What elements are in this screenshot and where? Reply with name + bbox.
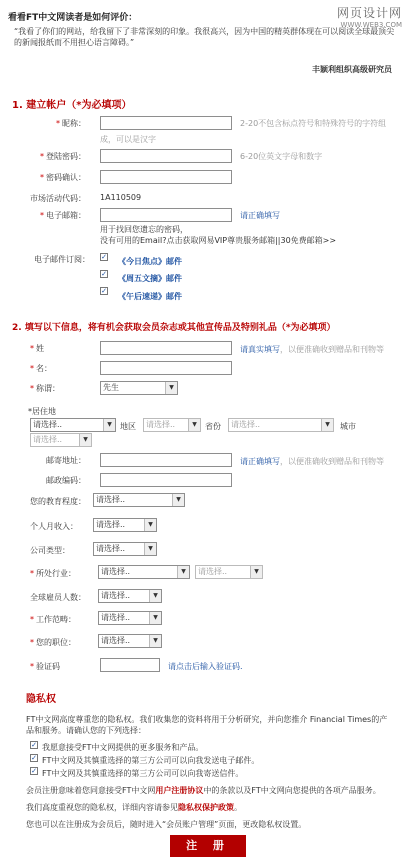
work-scope-select[interactable]: 请选择.. ▼ — [98, 611, 162, 625]
city-label: 城市 — [340, 422, 356, 431]
address-hint: 请正确填写，以便准确收到赠品和刊物等 — [240, 457, 384, 466]
chevron-down-icon: ▼ — [321, 419, 333, 431]
postcode-label: 邮政编码： — [46, 476, 86, 485]
surname-hint-link[interactable]: 请真实填写 — [240, 345, 280, 354]
nickname-label: * 昵称： — [56, 119, 86, 128]
subscription-item-1: 《今日焦点》邮件 — [118, 257, 182, 266]
watermark-url: WWW.WEB3.COM — [340, 21, 402, 29]
province-select[interactable]: 请选择.. ▼ — [228, 418, 334, 432]
section2-title: 2. 填写以下信息，将有机会获取会员杂志或其他宣传品及特别礼品（*为必填项） — [12, 323, 336, 333]
login-password-label: * 登陆密码： — [40, 152, 86, 161]
user-agreement-link[interactable]: 用户注册协议 — [155, 786, 204, 795]
chevron-down-icon: ▼ — [144, 543, 156, 555]
subscription-item-2: 《周五文摘》邮件 — [118, 274, 182, 283]
industry-select[interactable]: 请选择.. ▼ — [98, 565, 190, 579]
privacy-option-1: 我愿意接受FT中文网提供的更多服务和产品。 — [42, 743, 204, 752]
subscription-label: 电子邮件订阅： — [34, 255, 90, 264]
campaign-code-value: 1A110509 — [100, 193, 142, 202]
employees-select[interactable]: 请选择.. ▼ — [98, 589, 162, 603]
chevron-down-icon: ▼ — [165, 382, 177, 394]
subscription-item-3: 《午后速递》邮件 — [118, 292, 182, 301]
privacy-option-checkbox-3[interactable]: ✓ — [31, 767, 37, 775]
privacy-policy-text: 我们高度重视您的隐私权，详细内容请参见隐私权保护政策。 — [26, 803, 242, 812]
title-select[interactable]: 先生 ▼ — [100, 381, 178, 395]
work-scope-label: * 工作范畴： — [30, 615, 76, 624]
chevron-down-icon: ▼ — [144, 519, 156, 531]
address-label: 邮寄地址： — [46, 456, 86, 465]
nickname-hint-2: 成，可以是汉字 — [100, 135, 156, 144]
residence-country-select[interactable]: 请选择.. ▼ — [30, 418, 116, 432]
subscription-checkbox-3[interactable]: ✓ — [101, 287, 107, 295]
chevron-down-icon: ▼ — [149, 635, 161, 647]
email-note-2[interactable]: 没有可用的Email?点击获取网易VIP尊贵服务邮箱||30免费邮箱>> — [100, 236, 337, 245]
education-select[interactable]: 请选择.. ▼ — [93, 493, 185, 507]
surname-hint: 请真实填写，以便准确收到赠品和刊物等 — [240, 345, 384, 354]
confirm-password-input[interactable] — [100, 170, 232, 184]
chevron-down-icon: ▼ — [177, 566, 189, 578]
income-select[interactable]: 请选择.. ▼ — [93, 518, 157, 532]
register-button[interactable]: 注 册 — [170, 835, 246, 857]
privacy-intro-1: FT中文网高度尊重您的隐私权。我们收集您的资料将用于分析研究，并向您推介 Financial Times的产 — [26, 715, 388, 724]
chevron-down-icon: ▼ — [149, 590, 161, 602]
email-input[interactable] — [100, 208, 232, 222]
title-label: * 称谓： — [30, 384, 60, 393]
privacy-intro-2: 品和服务。请确认您的下列选择： — [26, 726, 146, 735]
email-hint-link[interactable]: 请正确填写 — [240, 211, 280, 220]
captcha-label: * 验证码 — [30, 662, 60, 671]
reader-review-title: 看看FT中文网读者是如何评价： — [8, 13, 138, 23]
privacy-option-checkbox-2[interactable]: ✓ — [31, 754, 37, 762]
email-label: * 电子邮箱： — [40, 211, 86, 220]
company-type-label: 公司类型： — [30, 546, 70, 555]
campaign-code-label: 市场活动代码： — [30, 194, 86, 203]
chevron-down-icon: ▼ — [103, 419, 115, 431]
income-label: 个人月收入： — [30, 522, 78, 531]
privacy-title: 隐私权 — [26, 694, 56, 705]
watermark-site: 网页设计网 — [336, 6, 402, 20]
education-label: 您的教育程度： — [30, 497, 86, 506]
surname-label: * 姓 — [30, 344, 44, 353]
subscription-checkbox-1[interactable]: ✓ — [101, 253, 107, 261]
nickname-hint: 2-20不包含标点符号和特殊符号的字符组 — [240, 119, 387, 128]
sub-industry-select[interactable]: 请选择.. ▼ — [195, 565, 263, 579]
industry-label: * 所处行业： — [30, 569, 76, 578]
city-select[interactable]: 请选择.. ▼ — [30, 433, 92, 447]
chevron-down-icon: ▼ — [149, 612, 161, 624]
position-select[interactable]: 请选择.. ▼ — [98, 634, 162, 648]
email-note-1: 用于找回您遗忘的密码， — [100, 225, 188, 234]
employees-label: 全球雇员人数： — [30, 593, 86, 602]
chevron-down-icon: ▼ — [172, 494, 184, 506]
address-input[interactable] — [100, 453, 232, 467]
quote-signature: 丰颖利组织高级研究员 — [312, 65, 392, 74]
privacy-policy-link[interactable]: 隐私权保护政策 — [178, 803, 234, 812]
chevron-down-icon: ▼ — [250, 566, 262, 578]
position-label: * 您的职位： — [30, 638, 76, 647]
given-name-label: * 名： — [30, 364, 52, 373]
chevron-down-icon: ▼ — [188, 419, 200, 431]
reader-quote: “我看了你们的网站，给我留下了非常深刻的印象。我很高兴，因为中国的精英群体现在可以阅读全球最顶尖的新闻报纸而不用担心语言障碍。” — [14, 27, 395, 47]
region-label: 地区 — [120, 422, 136, 431]
section1-title: 1. 建立帐户（*为必填项） — [12, 100, 132, 111]
chevron-down-icon: ▼ — [79, 434, 91, 446]
privacy-option-3: FT中文网及其慎重选择的第三方公司可以向我寄送信件。 — [42, 769, 244, 778]
captcha-input[interactable] — [100, 658, 160, 672]
postcode-input[interactable] — [100, 473, 232, 487]
privacy-option-checkbox-1[interactable]: ✓ — [31, 741, 37, 749]
password-hint: 6-20位英文字母和数字 — [240, 152, 323, 161]
nickname-input[interactable] — [100, 116, 232, 130]
residence-label: *居住地 — [28, 407, 56, 416]
confirm-password-label: * 密码确认： — [40, 173, 86, 182]
province-label: 省份 — [205, 422, 221, 431]
given-name-input[interactable] — [100, 361, 232, 375]
subscription-checkbox-2[interactable]: ✓ — [101, 270, 107, 278]
privacy-option-2: FT中文网及其慎重选择的第三方公司可以向我发送电子邮件。 — [42, 756, 260, 765]
captcha-link[interactable]: 请点击后输入验证码. — [168, 662, 243, 671]
login-password-input[interactable] — [100, 149, 232, 163]
agreement-text: 会员注册意味着您同意接受FT中文网用户注册协议中的条款以及FT中文网向您提供的各项产品服务。 — [26, 786, 381, 795]
surname-input[interactable] — [100, 341, 232, 355]
privacy-settings-text: 您也可以在注册成为会员后，随时进入“会员账户管理”页面，更改隐私权设置。 — [26, 820, 307, 829]
region-select[interactable]: 请选择.. ▼ — [143, 418, 201, 432]
company-type-select[interactable]: 请选择.. ▼ — [93, 542, 157, 556]
address-hint-link[interactable]: 请正确填写 — [240, 457, 280, 466]
